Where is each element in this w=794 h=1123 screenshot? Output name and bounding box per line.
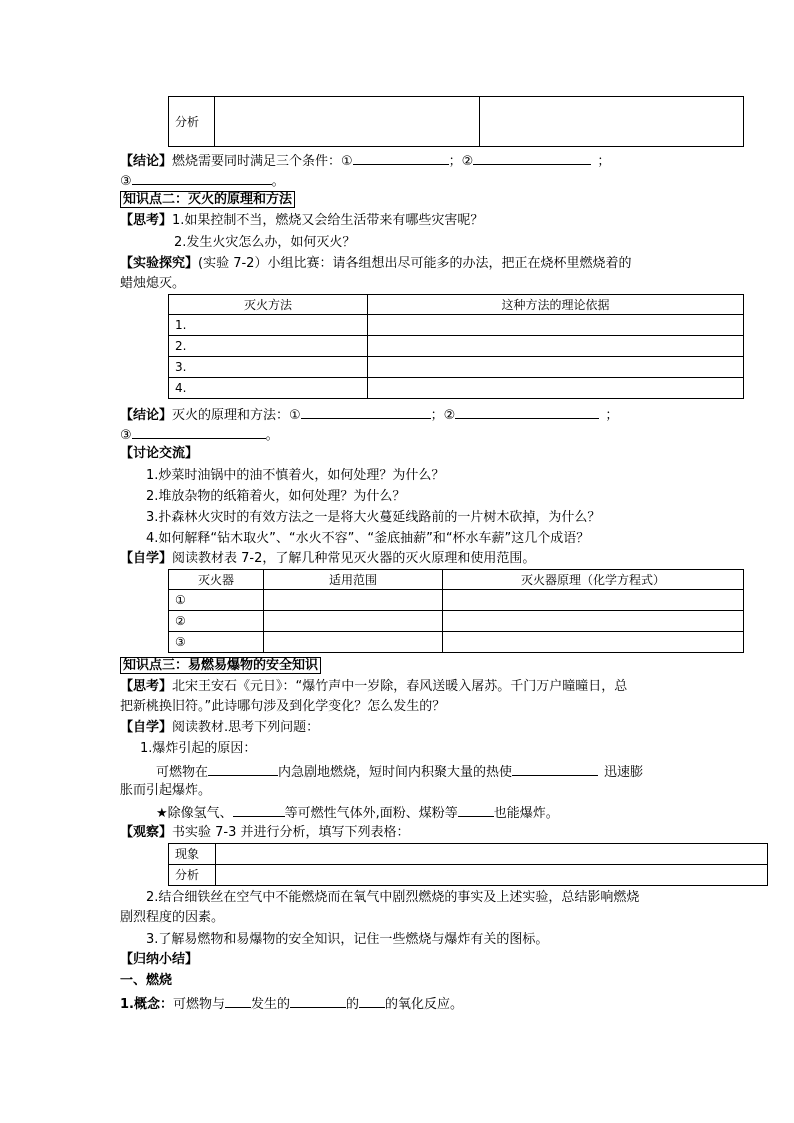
self-study-tag: 【自学】	[120, 720, 173, 735]
think-tag: 【思考】	[120, 213, 173, 228]
summary-section: 一、燃烧	[120, 973, 173, 988]
blank	[301, 404, 431, 419]
separator: ；	[605, 408, 619, 423]
ext-row: ①	[169, 590, 264, 611]
discussion-tag: 【讨论交流】	[120, 446, 199, 461]
kp2-title: 知识点二：灭火的原理和方法	[120, 190, 295, 210]
kp3-title: 知识点三：易燃易爆物的安全知识	[120, 656, 321, 676]
ext-header-3: 灭火器原理（化学方程式）	[443, 570, 744, 590]
ext-cell	[264, 590, 443, 611]
ext-cell	[264, 632, 443, 653]
summary-concept: 1.概念：可燃物与 发生的 的 的氧化反应。	[120, 993, 463, 1013]
think-q1: 1.如果控制不当，燃烧又会给生活带来有哪些灾害呢？	[172, 213, 484, 228]
period: 。	[265, 428, 279, 443]
experiment-line2: 蜡烛熄灭。	[120, 276, 186, 291]
circle-three: ③	[120, 428, 132, 443]
self-study-text: 阅读教材.思考下列问题：	[172, 720, 320, 735]
observe-tag: 【观察】	[120, 825, 173, 840]
blank	[458, 802, 494, 817]
experiment-tag: 【实验探究】	[120, 256, 199, 271]
followup-line1: 2.结合细铁丝在空气中不能燃烧而在氧气中剧烈燃烧的事实及上述实验，总结影响燃烧	[146, 890, 640, 905]
conclusion-2-line2	[120, 424, 279, 444]
blank	[455, 404, 599, 419]
method-cell	[368, 336, 744, 357]
self-study-1	[120, 549, 535, 569]
self-study-2	[120, 718, 319, 738]
blank	[512, 761, 598, 776]
discussion-item: 2.堆放杂物的纸箱着火，如何处理？为什么？	[146, 489, 406, 504]
explosion-line2: 胀而引起爆炸。	[120, 783, 212, 798]
conclusion-1-line2	[120, 170, 285, 190]
think-1-q2: 2.发生火灾怎么办，如何灭火？	[174, 235, 356, 250]
self-study-tag: 【自学】	[120, 551, 173, 566]
observe-label: 现象	[169, 844, 216, 865]
conclusion-text: 灭火的原理和方法：①	[172, 408, 301, 423]
blank	[473, 150, 591, 165]
analysis-table	[168, 96, 744, 147]
observe-cell	[216, 865, 768, 886]
conclusion-1	[120, 150, 610, 170]
blank	[132, 424, 266, 439]
think-2-line2: 把新桃换旧符。”此诗哪句涉及到化学变化？怎么发生的？	[120, 699, 446, 714]
blank	[353, 150, 449, 165]
method-row: 1.	[169, 315, 368, 336]
analysis-cell-2	[480, 97, 744, 147]
observe-label: 分析	[169, 865, 216, 886]
conclusion-2	[120, 404, 618, 424]
conclusion-tag: 【结论】	[120, 408, 173, 423]
experiment	[120, 254, 631, 274]
summary-tag: 【归纳小结】	[120, 952, 199, 967]
analysis-cell-1	[215, 97, 480, 147]
separator: ；②	[448, 154, 474, 169]
ext-cell	[443, 632, 744, 653]
think-text: 北宋王安石《元日》：“爆竹声中一岁除，春风送暖入屠苏。千门万户曈曈日，总	[172, 679, 628, 694]
observe-cell	[216, 844, 768, 865]
method-header-2: 这种方法的理论依据	[368, 295, 744, 315]
method-table	[168, 294, 744, 399]
blank	[208, 761, 278, 776]
discussion-item: 1.炒菜时油锅中的油不慎着火，如何处理？为什么？	[146, 468, 445, 483]
method-cell	[368, 378, 744, 399]
conclusion-tag: 【结论】	[120, 154, 173, 169]
method-cell	[368, 315, 744, 336]
ext-row: ③	[169, 632, 264, 653]
ext-row: ②	[169, 611, 264, 632]
method-row: 4.	[169, 378, 368, 399]
think-1	[120, 211, 483, 231]
explosion-line3: ★除像氢气、 等可燃性气体外,面粉、煤粉等 也能爆炸。	[156, 802, 559, 822]
observe-table	[168, 843, 768, 886]
think-tag: 【思考】	[120, 679, 173, 694]
analysis-label: 分析	[169, 97, 215, 147]
ext-header-2: 适用范围	[264, 570, 443, 590]
blank	[132, 170, 272, 185]
experiment-text: (实验 7-2）小组比赛：请各组想出尽可能多的办法，把正在烧杯里燃烧着的	[198, 256, 632, 271]
followup-line3: 3.了解易燃物和易爆物的安全知识，记住一些燃烧与爆炸有关的图标。	[146, 932, 549, 947]
blank	[290, 993, 346, 1008]
method-cell	[368, 357, 744, 378]
ext-cell	[443, 611, 744, 632]
followup-line2: 剧烈程度的因素。	[120, 910, 225, 925]
explosion-q1: 1.爆炸引起的原因：	[140, 741, 257, 756]
think-2	[120, 677, 627, 697]
extinguisher-table	[168, 569, 744, 653]
separator: ；	[597, 154, 611, 169]
method-row: 3.	[169, 357, 368, 378]
separator: ；②	[430, 408, 456, 423]
blank	[233, 802, 285, 817]
method-row: 2.	[169, 336, 368, 357]
discussion-item: 3.扑森林火灾时的有效方法之一是将大火蔓延线路前的一片树木砍掉，为什么？	[146, 510, 601, 525]
blank	[225, 993, 251, 1008]
conclusion-text: 燃烧需要同时满足三个条件：①	[172, 154, 353, 169]
self-study-text: 阅读教材表 7-2，了解几种常见灭火器的灭火原理和使用范围。	[172, 551, 536, 566]
ext-cell	[264, 611, 443, 632]
explosion-line1: 可燃物在 内急剧地燃烧，短时间内积聚大量的热使 迅速膨	[156, 761, 643, 781]
ext-cell	[443, 590, 744, 611]
method-header-1: 灭火方法	[169, 295, 368, 315]
circle-three: ③	[120, 174, 132, 189]
discussion-item: 4.如何解释“钻木取火”、“水火不容”、“釜底抽薪”和“杯水车薪”这几个成语？	[146, 531, 590, 546]
observe-text: 书实验 7-3 并进行分析，填写下列表格：	[172, 825, 410, 840]
ext-header-1: 灭火器	[169, 570, 264, 590]
observe	[120, 823, 410, 843]
blank	[359, 993, 385, 1008]
period: 。	[271, 174, 285, 189]
